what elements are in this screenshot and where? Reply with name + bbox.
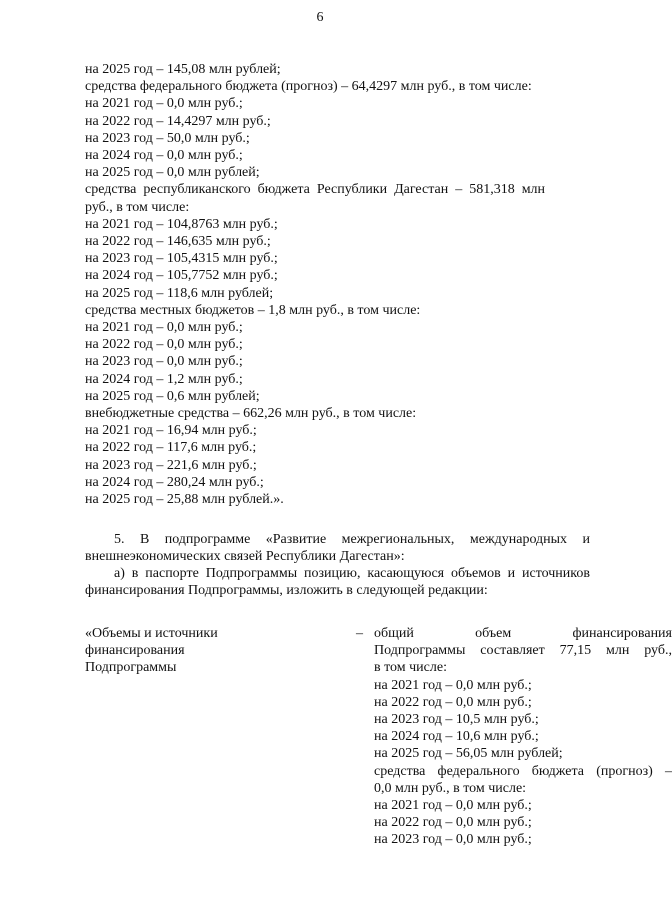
- passport-value-line: на 2023 год – 0,0 млн руб.;: [374, 832, 532, 848]
- funding-line: на 2022 год – 117,6 млн руб.;: [85, 440, 257, 456]
- funding-line: на 2021 год – 16,94 млн руб.;: [85, 423, 257, 439]
- section-5-line: внешнеэкономических связей Республики Дагестан»:: [85, 549, 405, 565]
- funding-line: руб., в том числе:: [85, 199, 190, 215]
- passport-value-line: Подпрограммы составляет 77,15 млн руб.,: [374, 643, 672, 659]
- passport-label: [85, 625, 265, 677]
- passport-value-line: в том числе:: [374, 660, 447, 676]
- funding-line: на 2025 год – 0,6 млн рублей;: [85, 388, 260, 404]
- funding-line: на 2021 год – 0,0 млн руб.;: [85, 320, 243, 336]
- section-5-line: 5. В подпрограмме «Развитие межрегиональных, международных и: [114, 532, 590, 547]
- passport-value-line: 0,0 млн руб., в том числе:: [374, 780, 527, 796]
- page-number: 6: [316, 10, 324, 25]
- funding-line: на 2025 год – 25,88 млн рублей.».: [85, 492, 284, 508]
- passport-label-line: финансирования: [85, 643, 185, 659]
- funding-line: на 2023 год – 50,0 млн руб.;: [85, 130, 250, 146]
- item-a-line: финансирования Подпрограммы, изложить в следующей редакции:: [85, 583, 488, 599]
- funding-lines: [85, 61, 590, 508]
- funding-line: на 2021 год – 104,8763 млн руб.;: [85, 216, 278, 232]
- passport-value-line: общий объем финансирования: [374, 626, 672, 641]
- funding-line: средства местных бюджетов – 1,8 млн руб., в том числе:: [85, 302, 421, 318]
- passport-label-line: Подпрограммы: [85, 660, 177, 676]
- passport-value-line: на 2022 год – 0,0 млн руб.;: [374, 694, 532, 710]
- passport-value-line: на 2021 год – 0,0 млн руб.;: [374, 798, 532, 814]
- funding-line: на 2023 год – 105,4315 млн руб.;: [85, 251, 278, 267]
- funding-line: на 2025 год – 0,0 млн рублей;: [85, 165, 260, 181]
- passport-value-line: на 2021 год – 0,0 млн руб.;: [374, 677, 532, 693]
- passport-value-line: на 2024 год – 10,6 млн руб.;: [374, 729, 539, 745]
- funding-line: на 2022 год – 0,0 млн руб.;: [85, 337, 243, 353]
- funding-line: на 2024 год – 0,0 млн руб.;: [85, 148, 243, 164]
- funding-line: на 2024 год – 280,24 млн руб.;: [85, 474, 264, 490]
- passport-value-line: на 2023 год – 10,5 млн руб.;: [374, 712, 539, 728]
- passport-value-line: средства федерального бюджета (прогноз) –: [374, 763, 672, 779]
- passport-dash: –: [356, 626, 363, 641]
- item-a-paragraph: [85, 565, 590, 599]
- funding-line: средства федерального бюджета (прогноз) – 64,4297 млн руб., в том числе:: [85, 79, 532, 95]
- funding-line: на 2022 год – 14,4297 млн руб.;: [85, 113, 271, 129]
- funding-line: на 2023 год – 221,6 млн руб.;: [85, 457, 257, 473]
- passport-value-line: на 2022 год – 0,0 млн руб.;: [374, 815, 532, 831]
- passport-value: [374, 625, 672, 849]
- funding-line: на 2024 год – 1,2 млн руб.;: [85, 371, 243, 387]
- funding-line: на 2023 год – 0,0 млн руб.;: [85, 354, 243, 370]
- passport-value-line: на 2025 год – 56,05 млн рублей;: [374, 746, 563, 762]
- funding-line: на 2024 год – 105,7752 млн руб.;: [85, 268, 278, 284]
- funding-line: средства республиканского бюджета Республики Дагестан – 581,318 млн: [85, 182, 546, 198]
- funding-line: на 2022 год – 146,635 млн руб.;: [85, 234, 271, 250]
- item-a-line: а) в паспорте Подпрограммы позицию, касающуюся объемов и источников: [114, 566, 590, 581]
- section-5-paragraph: [85, 531, 590, 565]
- funding-line: на 2025 год – 118,6 млн рублей;: [85, 285, 274, 301]
- funding-line: на 2021 год – 0,0 млн руб.;: [85, 96, 243, 112]
- funding-line: внебюджетные средства – 662,26 млн руб., в том числе:: [85, 406, 417, 422]
- funding-line: на 2025 год – 145,08 млн рублей;: [85, 62, 281, 77]
- passport-label-line: «Объемы и источники: [85, 626, 218, 641]
